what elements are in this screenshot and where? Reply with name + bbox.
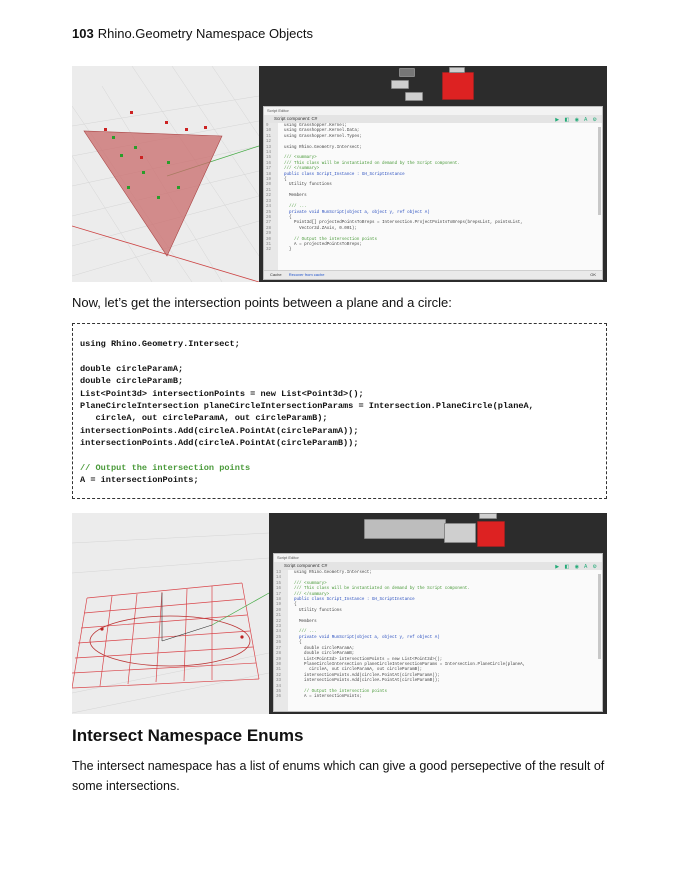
line-number: 28 [276,652,282,657]
editor-code-line: /// ... [294,630,317,635]
page-header [72,26,313,41]
line-number: 9 [266,124,269,128]
line-number: 20 [276,608,282,613]
editor-code-line: A = projectedPointsToBreps; [284,242,362,247]
line-gutter [274,570,288,711]
line-number: 23 [266,199,272,204]
section-heading: Intersect Namespace Enums [72,726,304,745]
line-number: 16 [266,161,272,166]
line-number: 25 [266,210,272,215]
script-component-node[interactable] [477,521,505,547]
script-component-node[interactable] [442,72,474,100]
editor-code-line: { [284,215,292,220]
editor-code-line: double circleParamB; [294,652,355,657]
code-block [72,323,607,499]
editor-code-line: Members [294,619,317,624]
editor-code-line: PlaneCircleIntersection planeCircleIntersectionParams = Intersection.PlaneCircle(planeA, [294,662,526,667]
code-line: double circleParamB; [80,376,184,387]
line-number: 33 [276,679,282,684]
run-icon[interactable]: ▶ ◧ ◉ A ⚙ [555,564,599,570]
editor-code-line: /// </summary> [284,167,320,172]
cache-label: Cache [270,272,282,277]
line-number: 35 [276,689,282,694]
editor-code-line: Utility functions [294,608,342,613]
node-graph [269,513,607,551]
line-number: 21 [276,614,282,619]
gh-node[interactable] [399,68,415,77]
editor-tab-label: Script component: C# [284,563,328,568]
editor-code-line: // Output the intersection points [284,237,377,242]
grasshopper-canvas [259,66,607,282]
editor-code-line: Point3d[] projectedPointsToBreps = Intersection.ProjectPointsToBreps(brepsList, pointsList, [284,221,523,226]
editor-code-line: private void RunScript(object a, object y, ref object A) [284,210,430,215]
editor-code-line: using Grasshopper.Kernel.Data; [284,129,360,134]
line-number: 19 [276,603,282,608]
editor-tab-label: Script component: C# [274,116,318,121]
editor-window-title: Script Editor [277,555,299,560]
code-line: double circleParamA; [80,363,184,374]
gh-node[interactable] [444,523,476,543]
line-number: 34 [276,684,282,689]
editor-window-title: Script Editor [267,108,289,113]
code-line [80,350,606,362]
rhino-viewport [72,513,269,714]
page-number: 103 [72,26,94,41]
gh-node[interactable] [364,519,446,539]
scrollbar[interactable] [598,127,601,215]
line-number: 24 [266,205,272,210]
editor-code-line: Vector3d.ZAxis, 0.001); [284,226,357,231]
line-number: 12 [266,140,272,145]
code-line [80,450,606,462]
editor-code-line: List<Point3d> intersectionPoints = new List<Point3d>(); [294,657,443,662]
line-number: 10 [266,129,272,134]
code-line: // Output the intersection points [80,463,251,474]
code-line: intersectionPoints.Add(circleA.PointAt(circleParamB)); [80,438,359,449]
editor-code-line: /// ... [284,205,307,210]
line-number: 19 [266,178,272,183]
line-number: 11 [266,134,272,139]
code-editor[interactable] [264,123,602,270]
code-line: circleA, out circleParamA, out circleParamB); [80,413,328,424]
line-numbers [266,124,272,254]
line-number: 13 [266,145,272,150]
code-line: using Rhino.Geometry.Intersect; [80,339,240,349]
line-number: 14 [276,576,282,581]
line-number: 15 [276,581,282,586]
line-number: 17 [266,167,272,172]
code-listing [73,324,606,487]
code-line: A = intersectionPoints; [80,475,199,486]
line-number: 25 [276,635,282,640]
editor-code-line: { [294,603,297,608]
editor-code-line: circleA, out circleParamA, out circleParamB); [294,668,423,673]
page-title: Rhino.Geometry Namespace Objects [97,26,314,41]
editor-code-line: public class Script_Instance : GH_ScriptInstance [284,172,405,177]
editor-code-line: /// <summary> [284,156,317,161]
line-number: 22 [266,194,272,199]
line-numbers [276,571,282,701]
code-editor[interactable] [274,570,602,711]
line-number: 30 [276,662,282,667]
line-number: 21 [266,188,272,193]
viewport-scene [72,66,259,282]
editor-code-line: double circleParamA; [294,646,355,651]
gh-node[interactable] [449,67,465,73]
line-number: 32 [276,673,282,678]
line-number: 18 [266,172,272,177]
screenshot-project-points [72,66,607,282]
line-number: 17 [276,592,282,597]
viewport-scene [72,513,269,714]
code-line: intersectionPoints.Add(circleA.PointAt(circleParamA)); [80,425,359,436]
rhino-viewport [72,66,259,282]
code-line: PlaneCircleIntersection planeCircleIntersectionParams = Intersection.PlaneCircle(planeA, [80,401,534,412]
line-number: 36 [276,695,282,700]
editor-code-line: /// <summary> [294,581,327,586]
line-number: 15 [266,156,272,161]
gh-node[interactable] [391,80,409,89]
node-graph [259,66,607,104]
editor-code-line: using Rhino.Geometry.Intersect; [284,145,362,150]
intro-paragraph: Now, let’s get the intersection points between a plane and a circle: [72,295,452,310]
line-number: 27 [276,646,282,651]
line-number: 24 [276,630,282,635]
editor-code-line: /// This class will be instantiated on demand by the Script component. [284,161,460,166]
script-editor-window [263,106,603,280]
ok-button[interactable]: OK [590,272,596,277]
editor-code-line: { [294,641,302,646]
editor-footer [264,270,602,279]
section-body: The intersect namespace has a list of enums which can give a good persepective of the result of some intersections. [72,759,605,793]
editor-code-line: public class Script_Instance : GH_ScriptInstance [294,598,415,603]
code-text [284,124,596,254]
code-line: List<Point3d> intersectionPoints = new List<Point3d>(); [80,388,364,399]
editor-code-line: using Rhino.Geometry.Intersect; [294,571,372,575]
line-number: 18 [276,598,282,603]
editor-code-line: // Output the intersection points [294,689,387,694]
line-number: 31 [266,242,272,247]
line-number: 14 [266,151,272,156]
line-number: 30 [266,237,272,242]
line-number: 16 [276,587,282,592]
editor-code-line: intersectionPoints.Add(circleA.PointAt(circleParamA)); [294,673,440,678]
gh-node[interactable] [479,513,497,519]
editor-code-line: } [284,248,292,253]
editor-code-line: Utility functions [284,183,332,188]
line-number: 13 [276,571,282,575]
editor-code-line: using Grasshopper.Kernel.Types; [284,134,362,139]
editor-code-line: private void RunScript(object a, object y, ref object A) [294,635,440,640]
editor-code-line: Members [284,194,307,199]
line-number: 27 [266,221,272,226]
editor-code-line: intersectionPoints.Add(circleA.PointAt(circleParamB)); [294,679,440,684]
script-editor-window [273,553,603,712]
line-gutter [264,123,278,270]
editor-code-line: { [284,178,287,183]
code-text [294,571,596,701]
screenshot-plane-circle [72,513,607,714]
line-number: 23 [276,625,282,630]
line-number: 20 [266,183,272,188]
line-number: 26 [266,215,272,220]
editor-code-line: A = intersectionPoints; [294,695,362,700]
line-number: 31 [276,668,282,673]
grasshopper-canvas [269,513,607,714]
gh-node[interactable] [405,92,423,101]
editor-code-line: /// This class will be instantiated on demand by the Script component. [294,587,470,592]
editor-code-line: /// </summary> [294,592,330,597]
run-icon[interactable]: ▶ ◧ ◉ A ⚙ [555,117,599,123]
line-number: 26 [276,641,282,646]
scrollbar[interactable] [598,574,601,659]
editor-code-line: using Grasshopper.Kernel; [284,124,347,128]
line-number: 32 [266,248,272,253]
line-number: 29 [276,657,282,662]
line-number: 22 [276,619,282,624]
line-number: 29 [266,232,272,237]
line-number: 28 [266,226,272,231]
recover-cache-link[interactable]: Recover from cache [288,272,325,277]
